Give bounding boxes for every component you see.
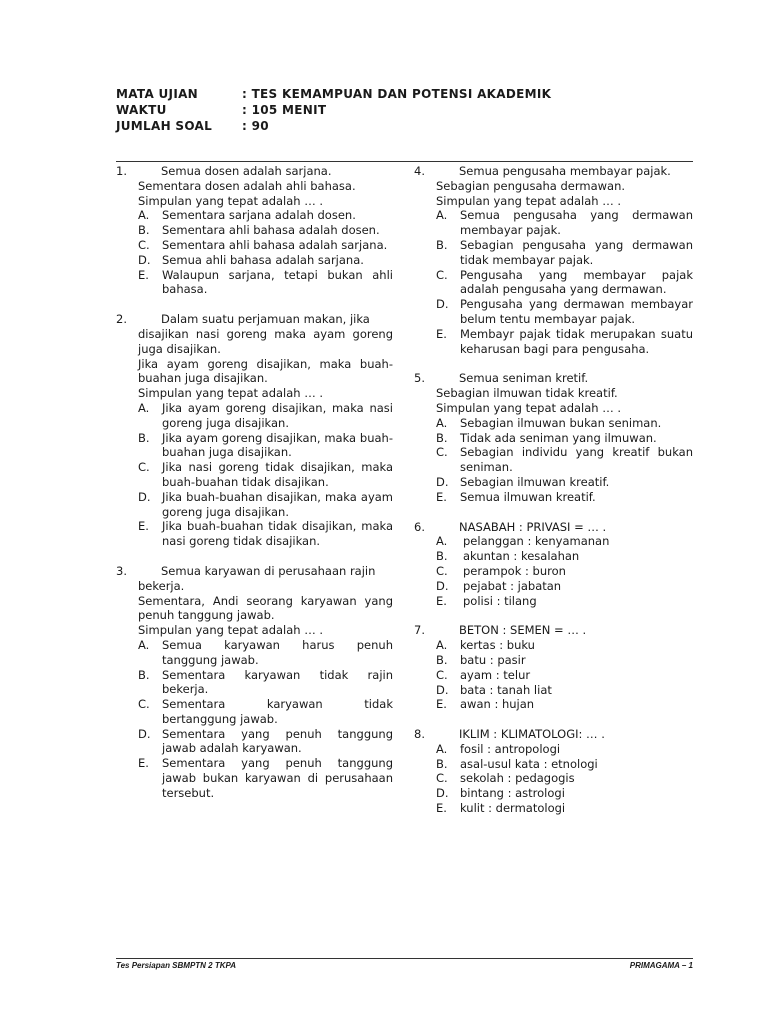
option-text: bata : tanah liat <box>460 682 552 697</box>
option-text: Sementara karyawan tidak bertanggung jawab. <box>162 697 393 726</box>
option-letter: A. <box>436 208 448 223</box>
question-stem: Dalam suatu perjamuan makan, jika <box>161 312 370 327</box>
question-5 <box>414 371 693 504</box>
footer-left-text: Tes Persiapan SBMPTN 2 TKPA <box>116 961 237 970</box>
option-d <box>414 297 693 327</box>
option-c <box>414 268 693 298</box>
option-c <box>116 697 393 727</box>
option-letter: A. <box>138 400 150 415</box>
question-2 <box>116 312 393 549</box>
option-letter: E. <box>138 519 149 534</box>
option-text: Sementara sarjana adalah dosen. <box>162 208 356 223</box>
option-letter: D. <box>138 726 151 741</box>
option-letter: B. <box>436 756 448 771</box>
option-letter: E. <box>436 697 447 712</box>
option-letter: A. <box>138 208 150 223</box>
option-text: ayam : telur <box>460 667 531 682</box>
option-text: Jika ayam goreng disajikan, maka nasi goreng juga disajikan. <box>162 400 393 430</box>
question-stem: Semua dosen adalah sarjana. <box>161 164 332 178</box>
question-4 <box>414 164 693 356</box>
question-text: disajikan nasi goreng maka ayam goreng juga disajikan. <box>138 326 393 356</box>
option-letter: C. <box>436 771 448 786</box>
option-d <box>116 727 393 757</box>
option-d <box>414 786 693 801</box>
option-e <box>414 697 693 712</box>
option-letter: D. <box>436 682 449 697</box>
option-b <box>414 549 693 564</box>
question-stem: IKLIM : KLIMATOLOGI: … . <box>459 727 605 742</box>
option-a <box>116 208 393 223</box>
question-text: Simpulan yang tepat adalah … . <box>436 193 622 208</box>
footer-page-label: PRIMAGAMA – 1 <box>629 961 693 970</box>
option-text: Semua pengusaha yang dermawan membayar pajak. <box>460 208 693 238</box>
option-text: Sementara ahli bahasa adalah dosen. <box>162 223 380 238</box>
option-letter: D. <box>436 578 449 593</box>
option-d <box>414 579 693 594</box>
option-text: batu : pasir <box>460 652 526 667</box>
question-number: 8. <box>414 727 425 742</box>
option-letter: B. <box>138 223 150 238</box>
option-text: fosil : antropologi <box>460 741 561 756</box>
question-stem: Semua pengusaha membayar pajak. <box>459 164 671 178</box>
option-text: Semua ilmuwan kreatif. <box>460 489 596 504</box>
option-c <box>414 771 693 786</box>
question-number: 3. <box>116 563 127 578</box>
option-text: Tidak ada seniman yang ilmuwan. <box>460 430 657 445</box>
header-value: : TES KEMAMPUAN DAN POTENSI AKADEMIK <box>242 87 552 101</box>
option-letter: E. <box>436 593 447 608</box>
option-text: pejabat : jabatan <box>463 578 562 593</box>
question-stem: NASABAH : PRIVASI = … . <box>459 519 607 534</box>
header-value: : 105 MENIT <box>242 103 327 117</box>
option-letter: D. <box>138 252 151 267</box>
option-letter: C. <box>436 445 448 460</box>
option-text: kertas : buku <box>460 638 535 653</box>
option-c <box>116 460 393 490</box>
option-a <box>414 416 693 431</box>
question-number: 5. <box>414 371 425 386</box>
option-text: Semua karyawan harus penuh tanggung jawab. <box>162 637 393 667</box>
option-d <box>116 490 393 520</box>
option-a <box>414 742 693 757</box>
option-letter: C. <box>436 563 448 578</box>
option-e <box>414 490 693 505</box>
question-number: 7. <box>414 623 425 638</box>
question-number: 1. <box>116 164 127 178</box>
option-text: Pengusaha yang dermawan membayar belum tentu membayar pajak. <box>460 297 693 326</box>
question-7 <box>414 623 693 712</box>
option-letter: B. <box>436 430 448 445</box>
option-d <box>414 475 693 490</box>
option-e <box>116 756 393 800</box>
question-text: Sebagian ilmuwan tidak kreatif. <box>436 386 618 401</box>
option-letter: A. <box>138 637 150 652</box>
question-number: 4. <box>414 164 425 178</box>
option-b <box>414 238 693 268</box>
option-letter: E. <box>436 326 447 341</box>
question-text: Simpulan yang tepat adalah … . <box>138 623 324 638</box>
question-text: Simpulan yang tepat adalah … . <box>436 400 622 415</box>
option-letter: B. <box>138 667 150 682</box>
option-letter: D. <box>436 474 449 489</box>
option-c <box>116 238 393 253</box>
option-text: Jika nasi goreng tidak disajikan, maka buah-buahan tidak disajikan. <box>162 460 393 489</box>
option-letter: B. <box>138 430 150 445</box>
option-letter: D. <box>436 786 449 801</box>
option-c <box>414 564 693 579</box>
question-text: Simpulan yang tepat adalah … . <box>138 193 324 208</box>
option-a <box>414 534 693 549</box>
option-text: Sementara ahli bahasa adalah sarjana. <box>162 237 388 252</box>
option-b <box>414 757 693 772</box>
question-text: Jika ayam goreng disajikan, maka buah-buahan juga disajikan. <box>138 356 393 386</box>
question-text: Simpulan yang tepat adalah … . <box>138 386 324 401</box>
option-text: Pengusaha yang membayar pajak adalah pengusaha yang dermawan. <box>460 267 693 297</box>
option-d <box>414 683 693 698</box>
option-letter: C. <box>436 667 448 682</box>
header-divider <box>116 161 693 162</box>
option-text: Jika buah-buahan disajikan, maka ayam goreng juga disajikan. <box>162 489 393 519</box>
question-text: Sementara dosen adalah ahli bahasa. <box>138 178 356 193</box>
option-letter: C. <box>138 460 150 475</box>
option-letter: A. <box>436 741 448 756</box>
option-e <box>414 327 693 357</box>
question-text: bekerja. <box>138 578 185 593</box>
question-stem: Semua karyawan di perusahaan rajin <box>161 563 376 578</box>
question-1 <box>116 164 393 297</box>
header-label: WAKTU <box>116 103 167 117</box>
option-letter: D. <box>138 489 151 504</box>
option-c <box>414 668 693 683</box>
question-stem: BETON : SEMEN = … . <box>459 623 587 638</box>
option-text: Walaupun sarjana, tetapi bukan ahli bahasa. <box>162 267 393 297</box>
header-row-count <box>116 118 551 134</box>
question-3 <box>116 564 393 801</box>
right-column <box>414 164 693 831</box>
left-column <box>116 164 393 816</box>
question-text: Sementara, Andi seorang karyawan yang penuh tanggung jawab. <box>138 593 393 623</box>
option-text: Jika buah-buahan tidak disajikan, maka nasi goreng tidak disajikan. <box>162 519 393 549</box>
option-text: akuntan : kesalahan <box>463 549 580 564</box>
question-stem: Semua seniman kretif. <box>459 371 589 386</box>
header-row-subject <box>116 86 551 102</box>
option-text: bintang : astrologi <box>460 786 565 801</box>
option-text: perampok : buron <box>463 563 566 578</box>
option-letter: C. <box>138 237 150 252</box>
option-letter: A. <box>436 638 448 653</box>
option-b <box>414 653 693 668</box>
option-text: Sementara yang penuh tanggung jawab bukan karyawan di perusahaan tersebut. <box>162 756 393 800</box>
option-e <box>116 268 393 298</box>
option-b <box>116 223 393 238</box>
option-text: awan : hujan <box>460 697 535 712</box>
option-text: polisi : tilang <box>463 593 537 608</box>
header-label: MATA UJIAN <box>116 87 199 101</box>
option-text: Membayr pajak tidak merupakan suatu keharusan bagi para pengusaha. <box>460 326 693 356</box>
option-letter: B. <box>436 652 448 667</box>
option-b <box>116 668 393 698</box>
option-letter: D. <box>436 297 449 312</box>
option-c <box>414 445 693 475</box>
option-text: Sebagian ilmuwan bukan seniman. <box>460 415 662 430</box>
option-letter: A. <box>436 415 448 430</box>
option-a <box>116 638 393 668</box>
question-text: Sebagian pengusaha dermawan. <box>436 178 626 193</box>
option-text: Sementara karyawan tidak rajin bekerja. <box>162 667 393 697</box>
option-letter: E. <box>436 801 447 816</box>
exam-header <box>116 86 551 134</box>
option-text: Sebagian ilmuwan kreatif. <box>460 474 610 489</box>
option-text: Sebagian pengusaha yang dermawan tidak membayar pajak. <box>460 237 693 267</box>
option-text: Jika ayam goreng disajikan, maka buah-buahan juga disajikan. <box>162 430 393 460</box>
option-letter: E. <box>436 489 447 504</box>
option-e <box>116 519 393 549</box>
option-letter: B. <box>436 549 448 564</box>
option-letter: E. <box>138 756 149 771</box>
option-a <box>414 638 693 653</box>
option-text: asal-usul kata : etnologi <box>460 756 598 771</box>
header-row-time <box>116 102 551 118</box>
option-text: Sementara yang penuh tanggung jawab adalah karyawan. <box>162 726 393 756</box>
question-number: 2. <box>116 312 127 327</box>
option-e <box>414 594 693 609</box>
option-text: Sebagian individu yang kreatif bukan seniman. <box>460 445 693 475</box>
option-a <box>116 401 393 431</box>
header-value: : 90 <box>242 119 269 133</box>
option-letter: A. <box>436 534 448 549</box>
option-text: pelanggan : kenyamanan <box>463 534 610 549</box>
option-e <box>414 801 693 816</box>
option-letter: C. <box>138 697 150 712</box>
option-letter: B. <box>436 237 448 252</box>
option-text: sekolah : pedagogis <box>460 771 575 786</box>
option-a <box>414 208 693 238</box>
question-8 <box>414 727 693 816</box>
option-text: Semua ahli bahasa adalah sarjana. <box>162 252 364 267</box>
question-number: 6. <box>414 519 425 534</box>
header-label: JUMLAH SOAL <box>116 119 213 133</box>
option-b <box>414 431 693 446</box>
option-b <box>116 431 393 461</box>
question-6 <box>414 520 693 609</box>
option-d <box>116 253 393 268</box>
option-letter: C. <box>436 267 448 282</box>
footer-divider <box>116 958 693 959</box>
option-letter: E. <box>138 267 149 282</box>
option-text: kulit : dermatologi <box>460 801 566 816</box>
